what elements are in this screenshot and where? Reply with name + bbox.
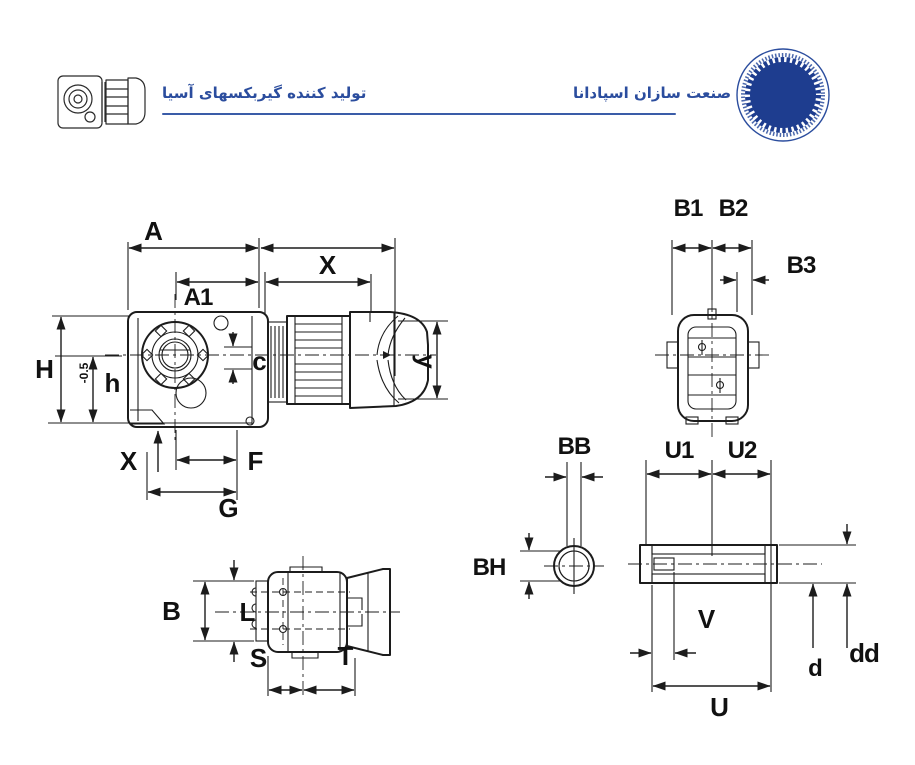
dim-label-B3: B3 <box>786 252 816 279</box>
dim-label-BH: BH <box>472 554 506 581</box>
dim-label-B: B <box>162 596 180 626</box>
company-logo <box>737 49 829 141</box>
shaft-section-dimensions <box>473 433 603 599</box>
front-view-dimensions <box>672 195 816 315</box>
dim-label-B2: B2 <box>718 195 748 222</box>
side-view-motor <box>268 312 428 408</box>
dim-label-c: c <box>252 346 266 376</box>
dim-label-G: G <box>218 493 238 523</box>
side-view <box>35 216 448 523</box>
dim-label-U2: U2 <box>727 437 757 464</box>
dim-label-T: T <box>337 641 353 671</box>
dim-label-F: F <box>247 446 263 476</box>
header-company-name: صنعت سازان اسپادانا <box>573 84 732 102</box>
dim-label-h: h <box>104 368 120 398</box>
dim-label-dd: dd <box>849 638 879 668</box>
shaft-side-view <box>628 437 879 722</box>
dim-label-X-bottom: X <box>119 446 137 476</box>
dim-label-X-top: X <box>318 250 336 280</box>
dim-label-B1: B1 <box>673 195 703 222</box>
dim-label-S: S <box>249 643 267 673</box>
header-gearbox-image <box>58 76 145 128</box>
dim-label-U: U <box>710 692 728 722</box>
dim-label-U1: U1 <box>664 437 694 464</box>
side-view-dimensions <box>35 216 448 523</box>
dim-label-y: y <box>412 354 442 368</box>
bottom-view <box>162 556 400 698</box>
shaft-side-dimensions <box>630 437 879 722</box>
motor-fins <box>295 324 342 396</box>
logo-gear-disc <box>750 62 816 128</box>
dim-label-BB: BB <box>557 433 591 460</box>
bottom-view-body <box>215 556 400 698</box>
header-tagline: تولید کننده گیربکسهای آسیا <box>162 84 367 102</box>
dim-label-L: L <box>239 597 255 627</box>
front-view-body <box>655 298 772 437</box>
dim-label-V: V <box>697 604 715 634</box>
dim-label-A1: A1 <box>183 284 213 311</box>
dim-label-A: A <box>144 216 162 246</box>
dim-label-d: d <box>808 655 822 682</box>
front-view <box>655 195 816 437</box>
dim-label-H: H <box>35 354 53 384</box>
bottom-view-dimensions <box>162 560 355 696</box>
dim-label-tolerance: -0.5 <box>77 362 91 384</box>
shaft-section-view <box>473 433 604 599</box>
